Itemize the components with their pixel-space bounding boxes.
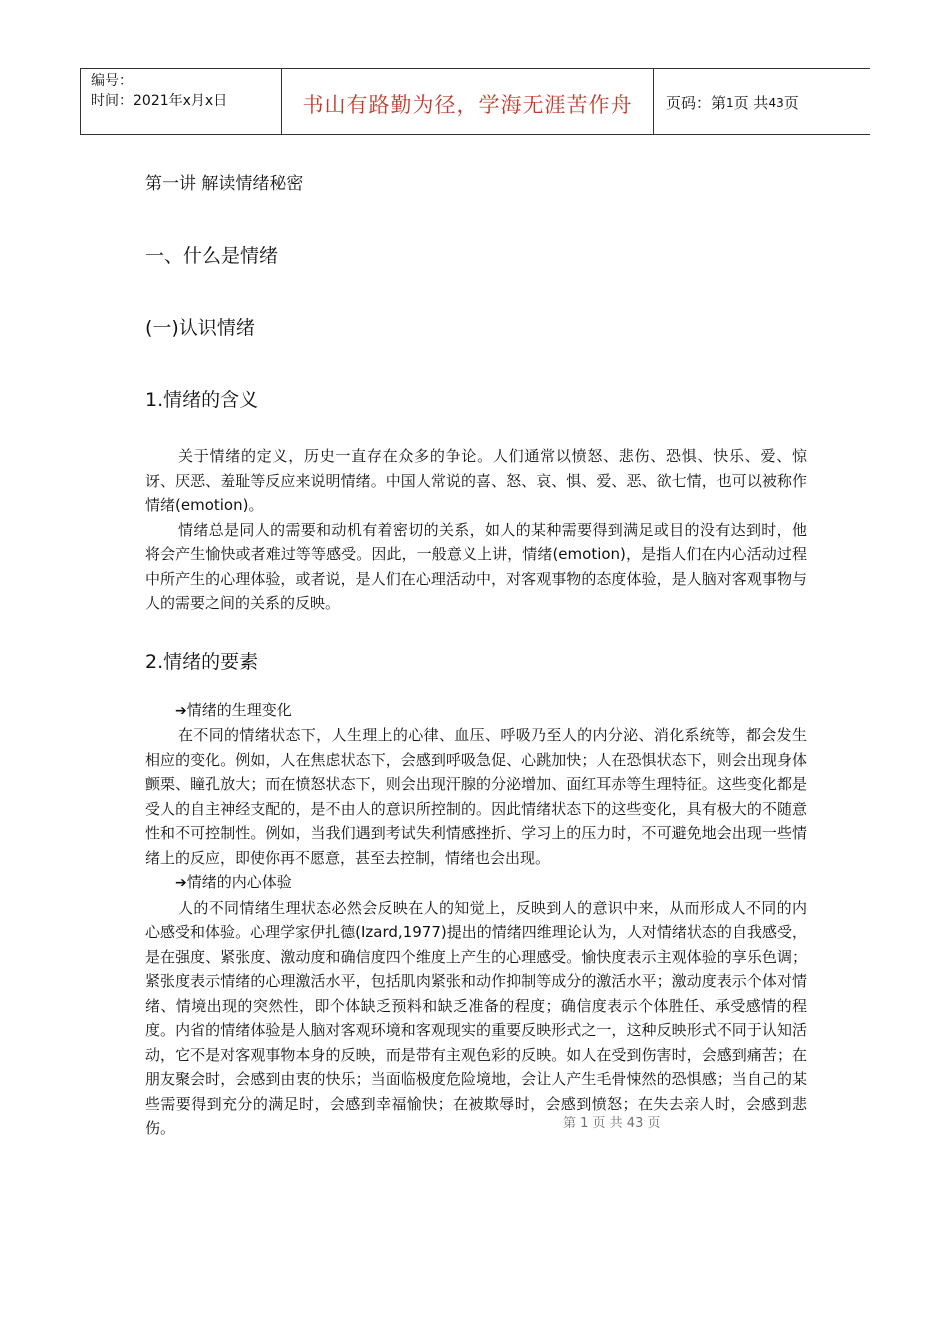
paragraph-definition: 关于情绪的定义，历史一直存在众多的争论。人们通常以愤怒、悲伤、恐惧、快乐、爱、惊讶、厌恶、羞耻等反应来说明情绪。中国人常说的喜、怒、哀、惧、爱、恶、欲七情，也可以被称作情绪(emotion)。 (145, 447, 807, 514)
paragraph-experience: 人的不同情绪生理状态必然会反映在人的知觉上，反映到人的意识中来，从而形成人不同的内心感受和体验。心理学家伊扎德(Izard,1977)提出的情绪四维理论认为，人对情绪状态的自我感受，是在强度、紧张度、激动度和确信度四个维度上产生的心理感受。愉快度表示主观体验的享乐色调；紧张度表示情绪的心理激活水平，包括肌肉紧张和动作抑制等成分的激活水平；激动度表示个体对情绪、情境出现的突然性，即个体缺乏预料和缺乏准备的程度；确信度表示个体胜任、承受感情的程度。内省的情绪体验是人脑对客观环境和客观现实的重要反映形式之一，这种反映形式不同于认知活动，它不是对客观事物本身的反映，而是带有主观色彩的反映。如人在受到伤害时，会感到痛苦；在朋友聚会时，会感到由衷的快乐；当面临极度危险境地，会让人产生毛骨悚然的恐惧感；当自己的某些需要得到充分的满足时，会感到幸福愉快；在被欺辱时，会感到愤怒；在失去亲人时，会感到悲伤。 (145, 898, 807, 1137)
lecture-title: 第一讲 解读情绪秘密 (145, 174, 304, 194)
page-prefix: 页码：第 (666, 94, 727, 112)
page-suffix: 页 (783, 94, 799, 112)
serial-label: 编号： (91, 73, 133, 89)
heading-elements: 2.情绪的要素 (145, 650, 259, 673)
subsection-heading: (一)认识情绪 (145, 317, 255, 339)
page-footer-overlap: 第 1 页 共 43 页 (563, 1116, 661, 1131)
paragraph-physiological: 在不同的情绪状态下，人生理上的心律、血压、呼吸乃至人的内分泌、消化系统等，都会发生相应的变化。例如，人在焦虑状态下，会感到呼吸急促、心跳加快；人在恐惧状态下，则会出现身体颤栗、瞳孔放大；而在愤怒状态下，则会出现汗腺的分泌增加、面红耳赤等生理特征。这些变化都是受人的自主神经支配的，是不由人的意识所控制的。因此情绪状态下的这些变化，具有极大的不随意性和不可控制性。例如，当我们遇到考试失利情感挫折、学习上的压力时，不可避免地会出现一些情绪上的反应，即使你再不愿意，甚至去控制，情绪也会出现。 (145, 726, 807, 867)
header-page-number (654, 69, 870, 134)
section-heading: 一、什么是情绪 (145, 245, 279, 267)
page-total: 43 (768, 95, 784, 110)
document-body (145, 168, 807, 1141)
paragraph-needs: 情绪总是同人的需要和动机有着密切的关系，如人的某种需要得到满足或目的没有达到时，他将会产生愉快或者难过等等感受。因此，一般意义上讲，情绪(emotion)，是指人们在内心活动过程中所产生的心理体验，或者说，是人们在心理活动中，对客观事物的态度体验，是人脑对客观事物与人的需要之间的关系的反映。 (145, 520, 807, 612)
bullet-label: 情绪的内心体验 (186, 873, 292, 891)
bullet-physiological (145, 698, 807, 724)
arrow-right-icon: ➔ (175, 875, 187, 891)
header-meta-cell (81, 69, 282, 134)
page-current: 1 (726, 95, 734, 110)
bullet-experience (145, 870, 807, 896)
page-middle: 页 共 (733, 94, 769, 112)
header-motto: 书山有路勤为径，学海无涯苦作舟 (282, 69, 654, 134)
header-table (80, 68, 870, 135)
heading-meaning: 1.情绪的含义 (145, 389, 259, 411)
bullet-label: 情绪的生理变化 (186, 700, 292, 719)
time-label: 时间：2021年x月x日 (91, 93, 228, 109)
arrow-right-icon: ➔ (175, 702, 187, 719)
